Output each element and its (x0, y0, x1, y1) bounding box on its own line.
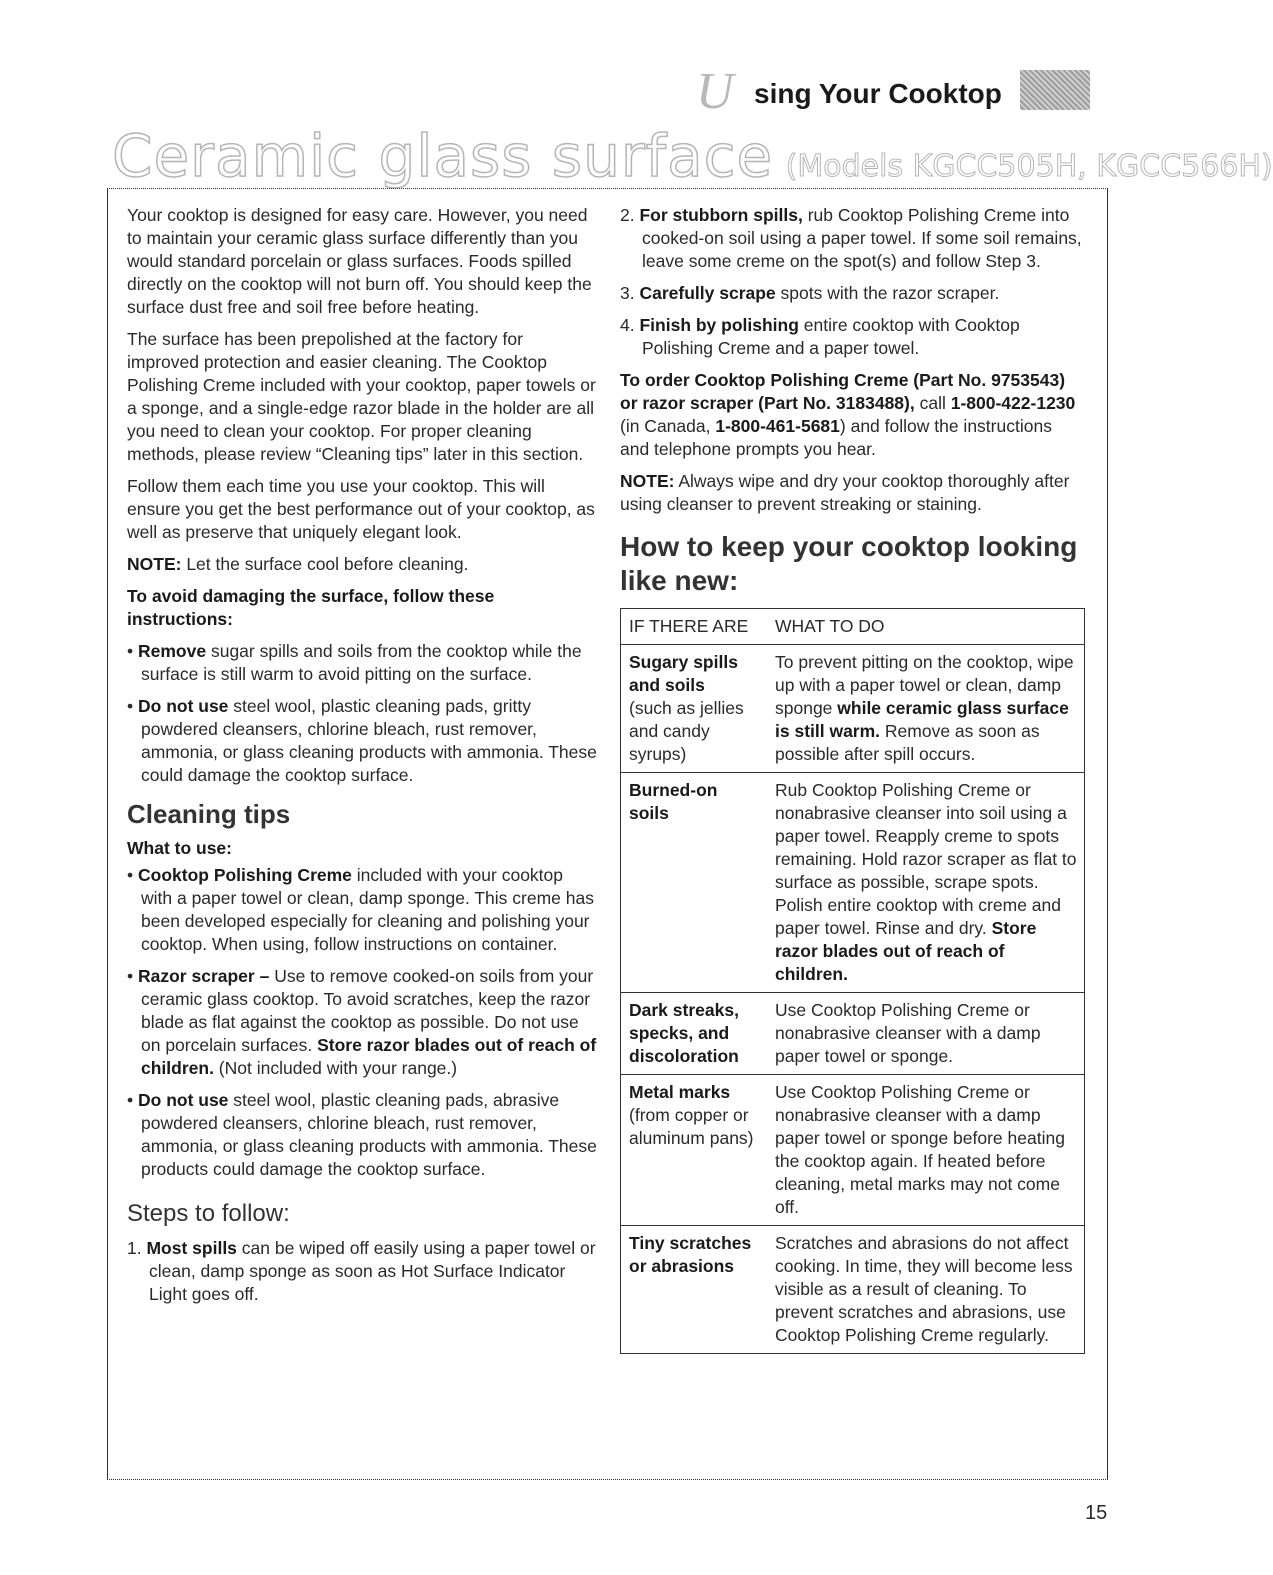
bullet-bold: Cooktop Polishing Creme (138, 865, 352, 885)
bullet-bold: Do not use (138, 1090, 229, 1110)
page-title (112, 122, 1273, 190)
order-phone-us: 1-800-422-1230 (950, 393, 1076, 413)
table-cell-condition (621, 1226, 768, 1354)
step-bold: Most spills (146, 1238, 237, 1258)
note-paragraph (127, 553, 597, 576)
action-text: Use Cooktop Polishing Creme or nonabrasive cleanser with a damp paper towel or sponge. (775, 1000, 1041, 1066)
note-label: NOTE: (127, 554, 182, 574)
intro-paragraph-3: Follow them each time you use your cooktop. This will ensure you get the best performance out of your cooktop, as well as preserve that uniquely elegant look. (127, 476, 595, 542)
condition-label: Tiny scratches or abrasions (629, 1233, 752, 1276)
step-text: spots with the razor scraper. (775, 283, 1000, 303)
table-cell-condition (621, 773, 768, 993)
list-item: • Remove sugar spills and soils from the cooktop while the surface is still warm to avoid pitting on the surface. (127, 641, 582, 684)
bullet-bold: Remove (138, 641, 207, 661)
list-item: • Do not use steel wool, plastic cleaning pads, abrasive powdered cleansers, chlorine bleach, rust remover, ammonia, or glass cleaning products with ammonia. These products could damage the cooktop surface. (127, 1090, 597, 1179)
order-paragraph (620, 369, 1085, 461)
bullet-text: included with your cooktop with a paper towel or clean, damp sponge. This creme has been developed especially for cleaning and polishing your cooktop. When using, follow instructions on container. (141, 865, 594, 954)
bullet-text: steel wool, plastic cleaning pads, abrasive powdered cleansers, chlorine bleach, rust remover, ammonia, or glass cleaning products with ammonia. These products could damage the cooktop surface. (141, 1090, 597, 1179)
table-cell-condition (621, 645, 768, 773)
bullet-text-2: (Not included with your range.) (213, 1058, 458, 1078)
bullet-text: sugar spills and soils from the cooktop while the surface is still warm to avoid pitting on the surface. (141, 641, 582, 684)
order-text: (in Canada, (620, 416, 716, 436)
action-bold: Store razor blades out of reach of children. (775, 918, 1037, 984)
header-drop-cap: U (696, 63, 734, 120)
note-text: Let the surface cool before cleaning. (181, 554, 469, 574)
step-number: 2. (620, 205, 635, 225)
condition-detail: (such as jellies and candy syrups) (629, 698, 744, 764)
intro-paragraph-2: The surface has been prepolished at the factory for improved protection and easier cleaning. The Cooktop Polishing Creme included with your cooktop, paper towels or a sponge, and a single-edge razor blade in the holder are all you need to clean your cooktop. For proper cleaning methods, please review “Cleaning tips” later in this section. (127, 329, 596, 464)
step-item (620, 282, 1085, 305)
page-title-main: Ceramic glass surface (112, 122, 774, 190)
order-text: call (914, 393, 951, 413)
condition-detail: (from copper or aluminum pans) (629, 1105, 754, 1148)
note-label: NOTE: (620, 471, 675, 491)
bullet-bold: Do not use (138, 696, 229, 716)
step-number: 4. (620, 315, 635, 335)
bullet-text: steel wool, plastic cleaning pads, gritty powdered cleansers, chlorine bleach, rust remover, ammonia, or glass cleaning products with ammonia. These could damage the cooktop surface. (141, 696, 597, 785)
keep-looking-new-heading: How to keep your cooktop looking like new: (620, 531, 1078, 596)
step-text: entire cooktop with Cooktop Polishing Creme and a paper towel. (642, 315, 1020, 358)
condition-label: Metal marks (629, 1082, 731, 1102)
table-cell-action (767, 645, 1085, 773)
step-item (127, 1237, 597, 1306)
table-cell-action (767, 1075, 1085, 1226)
table-row (621, 993, 1085, 1075)
avoid-heading (127, 585, 597, 631)
list-item: • Do not use steel wool, plastic cleaning pads, gritty powdered cleansers, chlorine bleach, rust remover, ammonia, or glass cleaning products with ammonia. These could damage the cooktop surface. (127, 696, 597, 785)
list-item: • Cooktop Polishing Creme included with your cooktop with a paper towel or clean, damp sponge. This creme has been developed especially for cleaning and polishing your cooktop. When using, follow instructions on container. (127, 865, 594, 954)
action-text: Remove as soon as possible after spill occurs. (775, 721, 1040, 764)
action-bold: while ceramic glass surface is still warm. (775, 698, 1069, 741)
table-cell-condition (621, 1075, 768, 1226)
note-text: Always wipe and dry your cooktop thoroughly after using cleanser to prevent streaking or staining. (620, 471, 1070, 514)
table-row (621, 1226, 1085, 1354)
condition-label: Burned-on soils (629, 780, 718, 823)
bullet-bold: Razor scraper – (138, 966, 270, 986)
right-column (620, 204, 1085, 1354)
cleaning-tips-heading: Cleaning tips (127, 799, 291, 829)
order-bold: To order Cooktop Polishing Creme (Part No. 9753543) or razor scraper (Part No. 3183488), (620, 370, 1066, 413)
action-text: To prevent pitting on the cooktop, wipe up with a paper towel or clean, damp sponge (775, 652, 1074, 718)
table-header-condition: IF THERE ARE (629, 616, 749, 636)
list-item: • Razor scraper – Use to remove cooked-on soils from your ceramic glass cooktop. To avoid scratches, keep the razor blade as flat against the cooktop as possible. Do not use on porcelain surfaces. Store razor blades out of reach of children. (Not included with your range.) (127, 966, 597, 1078)
table-cell-action (767, 993, 1085, 1075)
bullet-bold-warning: Store razor blades out of reach of children. (141, 1035, 597, 1078)
steps-heading: Steps to follow: (127, 1200, 290, 1227)
table-row (621, 773, 1085, 993)
table-row (621, 645, 1085, 773)
order-text: ) and follow the instructions and telephone prompts you hear. (620, 416, 1052, 459)
note-paragraph-right (620, 470, 1085, 516)
step-item (620, 314, 1085, 360)
bullet-text: Use to remove cooked-on soils from your ceramic glass cooktop. To avoid scratches, keep the razor blade as flat against the cooktop as possible. Do not use on porcelain surfaces. (141, 966, 594, 1055)
step-bold: Carefully scrape (639, 283, 776, 303)
intro-paragraph-1: Your cooktop is designed for easy care. However, you need to maintain your ceramic glass surface differently than you would standard porcelain or glass surfaces. Foods spilled directly on the cooktop will not burn off. You should keep the surface dust free and soil free before heating. (127, 205, 592, 317)
cleaning-table (620, 608, 1085, 1354)
table-cell-condition (621, 993, 768, 1075)
table-cell-action (767, 773, 1085, 993)
action-text: Use Cooktop Polishing Creme or nonabrasive cleanser with a damp paper towel or sponge before heating the cooktop again. If heated before cleaning, metal marks may not come off. (775, 1082, 1065, 1217)
what-to-use-text: What to use: (127, 838, 232, 858)
order-phone-canada: 1-800-461-5681 (715, 416, 840, 436)
header-title: sing Your Cooktop (754, 78, 1002, 109)
header-decorative-swatch (1020, 70, 1090, 110)
table-cell-action (767, 1226, 1085, 1354)
condition-label: Sugary spills and soils (629, 652, 738, 695)
avoid-heading-text: To avoid damaging the surface, follow these instructions: (127, 586, 495, 629)
step-text: rub Cooktop Polishing Creme into cooked-on soil using a paper towel. If some soil remains, leave some creme on the spot(s) and follow Step 3. (642, 205, 1082, 271)
step-bold: For stubborn spills, (639, 205, 803, 225)
page-number: 15 (1085, 1502, 1108, 1524)
table-header-row (621, 609, 1085, 645)
section-header (690, 63, 1100, 120)
action-text: Rub Cooktop Polishing Creme or nonabrasive cleanser into soil using a paper towel. Reapply creme to spots remaining. Hold razor scraper as flat to surface as possible, scrape spots. Polish entire cooktop with creme and paper towel. Rinse and dry. (775, 780, 1077, 938)
what-to-use-heading (127, 837, 597, 860)
table-header-action: WHAT TO DO (775, 616, 885, 636)
step-text: can be wiped off easily using a paper towel or clean, damp sponge as soon as Hot Surface Indicator Light goes off. (149, 1238, 596, 1304)
page-title-models: (Models KGCC505H, KGCC566H) (785, 149, 1273, 184)
step-number: 3. (620, 283, 635, 303)
action-text: Scratches and abrasions do not affect cooking. In time, they will become less visible as a result of cleaning. To prevent scratches and abrasions, use Cooktop Polishing Creme regularly. (775, 1233, 1073, 1345)
step-item (620, 204, 1085, 273)
table-row (621, 1075, 1085, 1226)
condition-label: Dark streaks, specks, and discoloration (629, 1000, 739, 1066)
left-column (127, 204, 597, 1315)
step-number: 1. (127, 1238, 142, 1258)
step-bold: Finish by polishing (639, 315, 799, 335)
